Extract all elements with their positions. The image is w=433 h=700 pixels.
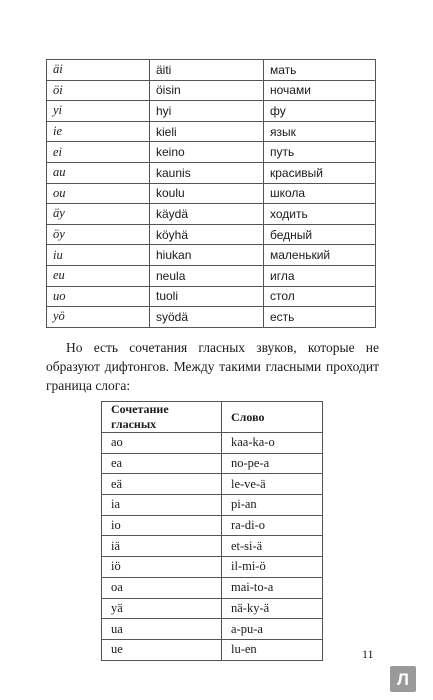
table-row — [47, 121, 376, 142]
table-row — [102, 515, 323, 536]
translation-cell: игла — [264, 265, 376, 286]
vowel-combination-cell: io — [102, 515, 222, 536]
translation-cell: язык — [264, 121, 376, 142]
syllabified-word-cell: no-pe-a — [222, 453, 323, 474]
example-word-cell: kaunis — [150, 162, 264, 183]
table-row — [102, 453, 323, 474]
syllabified-word-cell: ra-di-o — [222, 515, 323, 536]
table-row — [47, 183, 376, 204]
diphthong-cell: äy — [47, 204, 150, 225]
table-row — [47, 101, 376, 122]
vowel-combination-cell: yä — [102, 598, 222, 619]
table-row — [102, 639, 323, 660]
vowel-combinations-table — [101, 401, 323, 661]
diphthong-cell: ou — [47, 183, 150, 204]
page-number: 11 — [362, 647, 374, 661]
diphthong-cell: äi — [47, 60, 150, 81]
example-word-cell: koulu — [150, 183, 264, 204]
table-row — [102, 577, 323, 598]
table-row — [47, 307, 376, 328]
example-word-cell: käydä — [150, 204, 264, 225]
table-row — [102, 433, 323, 454]
vowel-combination-cell: iö — [102, 557, 222, 578]
diphthong-cell: iu — [47, 245, 150, 266]
example-word-cell: keino — [150, 142, 264, 163]
table-row — [47, 204, 376, 225]
syllabified-word-cell: et-si-ä — [222, 536, 323, 557]
example-word-cell: hiukan — [150, 245, 264, 266]
table-row — [47, 80, 376, 101]
vowel-combination-cell: ao — [102, 433, 222, 454]
example-word-cell: syödä — [150, 307, 264, 328]
vowel-combination-cell: ue — [102, 639, 222, 660]
example-word-cell: neula — [150, 265, 264, 286]
translation-cell: мать — [264, 60, 376, 81]
syllabified-word-cell: le-ve-ä — [222, 474, 323, 495]
table-row — [102, 557, 323, 578]
svg-text:Л: Л — [397, 670, 409, 689]
vowel-combination-cell: iä — [102, 536, 222, 557]
table-row — [102, 495, 323, 516]
intro-paragraph: Но есть сочетания гласных звуков, которые не образуют дифтонгов. Между такими гласными проходит граница слога: — [46, 340, 379, 393]
example-word-cell: kieli — [150, 121, 264, 142]
example-word-cell: öisin — [150, 80, 264, 101]
diphthong-cell: ie — [47, 121, 150, 142]
translation-cell: есть — [264, 307, 376, 328]
table-row — [47, 286, 376, 307]
translation-cell: стол — [264, 286, 376, 307]
diphthongs-table — [46, 59, 376, 328]
table-row — [102, 598, 323, 619]
publisher-logo-icon — [390, 666, 416, 692]
table-header-row — [102, 402, 323, 433]
diphthong-cell: öi — [47, 80, 150, 101]
column-header-word: Слово — [222, 402, 323, 433]
column-header-vowel-combination: Сочетание гласных — [102, 402, 222, 433]
example-word-cell: tuoli — [150, 286, 264, 307]
table-row — [102, 619, 323, 640]
translation-cell: бедный — [264, 224, 376, 245]
table-row — [47, 162, 376, 183]
table-row — [47, 60, 376, 81]
syllabified-word-cell: pi-an — [222, 495, 323, 516]
table-row — [47, 224, 376, 245]
example-word-cell: hyi — [150, 101, 264, 122]
translation-cell: фу — [264, 101, 376, 122]
vowel-combination-cell: ea — [102, 453, 222, 474]
syllabified-word-cell: nä-ky-ä — [222, 598, 323, 619]
syllabified-word-cell: lu-en — [222, 639, 323, 660]
syllabified-word-cell: kaa-ka-o — [222, 433, 323, 454]
diphthong-cell: au — [47, 162, 150, 183]
table-row — [47, 245, 376, 266]
table-row — [47, 142, 376, 163]
translation-cell: школа — [264, 183, 376, 204]
syllabified-word-cell: il-mi-ö — [222, 557, 323, 578]
table-row — [102, 536, 323, 557]
diphthong-cell: yö — [47, 307, 150, 328]
diphthong-cell: ei — [47, 142, 150, 163]
translation-cell: ходить — [264, 204, 376, 225]
example-word-cell: äiti — [150, 60, 264, 81]
table-row — [102, 474, 323, 495]
diphthong-cell: eu — [47, 265, 150, 286]
translation-cell: красивый — [264, 162, 376, 183]
diphthong-cell: yi — [47, 101, 150, 122]
syllabified-word-cell: mai-to-a — [222, 577, 323, 598]
syllabified-word-cell: a-pu-a — [222, 619, 323, 640]
vowel-combination-cell: oa — [102, 577, 222, 598]
translation-cell: путь — [264, 142, 376, 163]
example-word-cell: köyhä — [150, 224, 264, 245]
translation-cell: ночами — [264, 80, 376, 101]
translation-cell: маленький — [264, 245, 376, 266]
diphthong-cell: öy — [47, 224, 150, 245]
vowel-combination-cell: ua — [102, 619, 222, 640]
diphthong-cell: uo — [47, 286, 150, 307]
vowel-combination-cell: ia — [102, 495, 222, 516]
vowel-combination-cell: eä — [102, 474, 222, 495]
table-row — [47, 265, 376, 286]
